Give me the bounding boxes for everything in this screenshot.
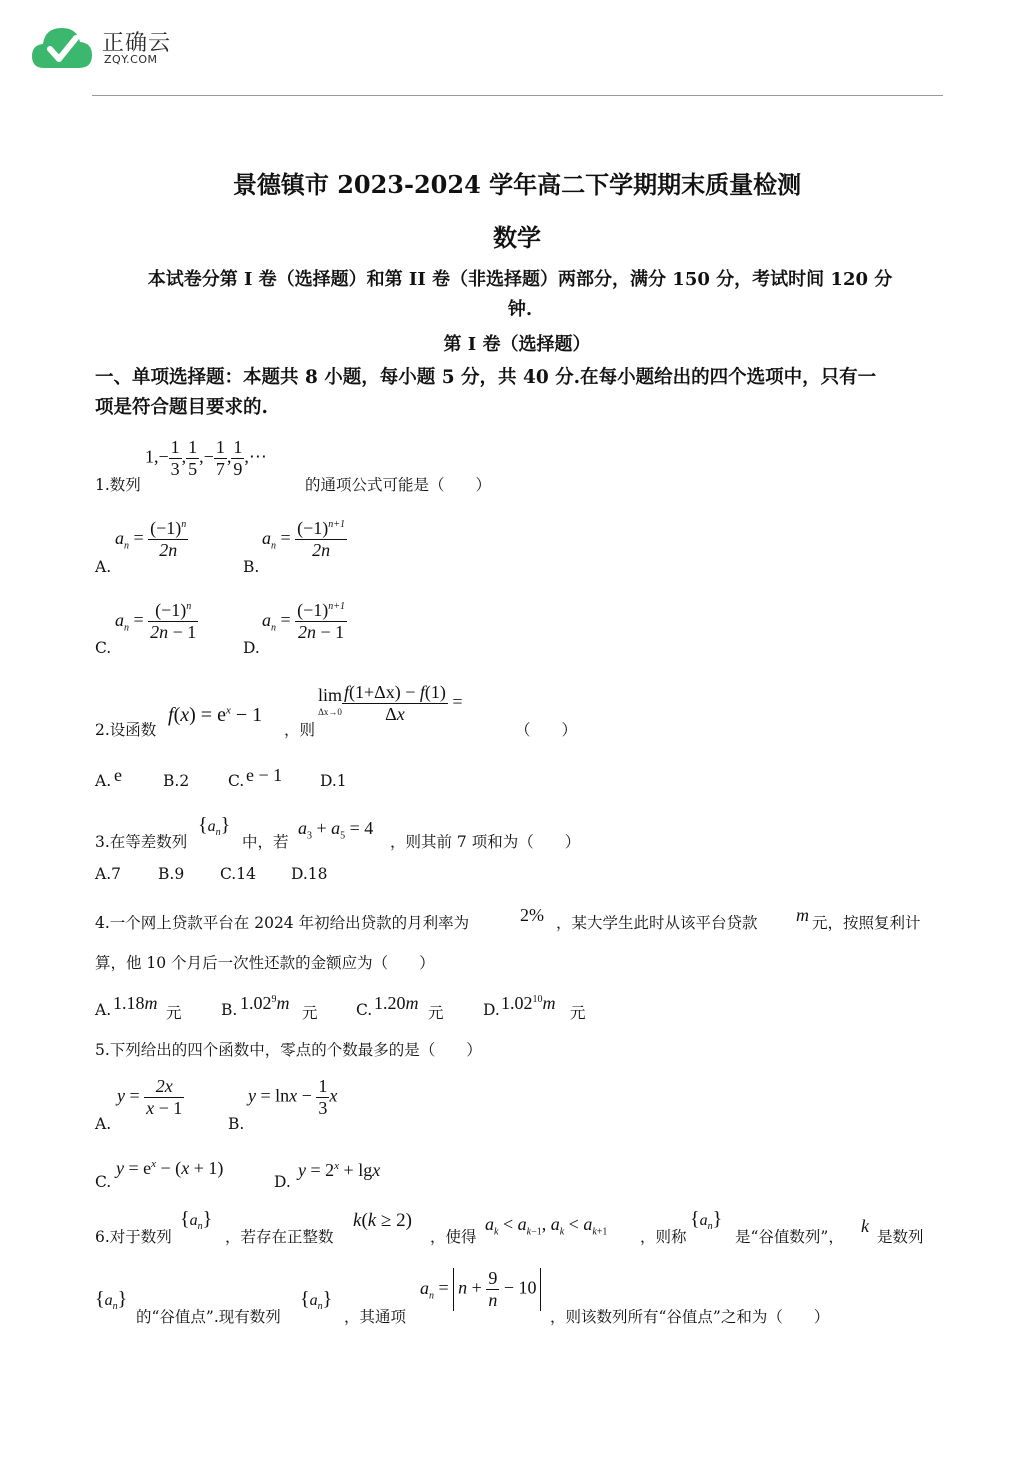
q2-option-c-label: C. — [228, 772, 245, 790]
section-heading — [95, 363, 945, 423]
q4-variable-m: m — [796, 905, 809, 925]
cloud-check-logo-icon — [30, 22, 94, 72]
q6-t8: ，则该数列所有“谷值点”之和为（ ） — [550, 1308, 830, 1326]
q1-option-b-label: B. — [243, 558, 260, 576]
q4-line2: 算，他 10 个月后一次性还款的金额应为（ ） — [95, 954, 435, 972]
q6-seq-3: $\{a_n\}$ — [95, 1288, 128, 1313]
brand-name: 正确云 — [102, 31, 172, 56]
q6-k-condition: k(k ≥ 2) — [353, 1210, 412, 1231]
volume-heading: 第 I 卷（选择题） — [443, 334, 591, 355]
q4-line1-a: 4.一个网上贷款平台在 2024 年初给出贷款的月利率为 — [95, 914, 470, 932]
header-divider — [92, 95, 943, 96]
q2-option-a: e — [114, 765, 122, 785]
q5-option-b: y = lnx − $\frac{1}{3}$ x — [248, 1076, 338, 1118]
q5-option-c-label: C. — [95, 1173, 112, 1191]
exam-intro — [100, 265, 940, 325]
section-line-2: 项是符合题目要求的. — [95, 397, 268, 418]
intro-line-2: 钟. — [507, 299, 533, 320]
q4-option-c-label: C. — [356, 1001, 373, 1019]
q3-prefix: 3.在等差数列 — [95, 833, 188, 851]
brand-logo — [30, 22, 190, 74]
q6-seq-1: $\{a_n\}$ — [180, 1208, 213, 1233]
q4-option-c-unit: 元 — [428, 1004, 444, 1022]
q6-seq-2: $\{a_n\}$ — [690, 1208, 723, 1233]
q5-option-a: y = $\frac{2x}{x - 1}$ — [117, 1076, 183, 1118]
section-line-1: 一、单项选择题：本题共 8 小题，每小题 5 分，共 40 分.在每小题给出的四个选项中，只有一 — [95, 367, 877, 388]
q1-prefix: 1.数列 — [95, 476, 141, 494]
brand-domain: ZQY.COM — [104, 53, 158, 66]
q5-option-d: $y = 2^x + \lg x$ — [298, 1160, 381, 1180]
q2-paren: （ ） — [515, 721, 578, 739]
q6-t7: ，其通项 — [344, 1308, 407, 1326]
q1-option-b: $a_n$ = $\frac{(-1)^{n+1}}{2n}$ — [262, 518, 346, 560]
q1-option-a-label: A. — [95, 558, 112, 576]
q6-seq-4: $\{a_n\}$ — [300, 1288, 333, 1313]
q5-option-c: $y = e^x - (x + 1)$ — [116, 1158, 224, 1178]
q2-mid: ，则 — [284, 721, 316, 739]
q6-t2: ，使得 — [430, 1228, 477, 1246]
q4-option-b-unit: 元 — [302, 1004, 318, 1022]
q4-rate: 2% — [520, 905, 544, 925]
q6-inequality: $a_k < a_{k-1}$, $a_k < a_{k+1}$ — [485, 1214, 608, 1238]
q4-option-b: 1.02$^9$m — [240, 993, 290, 1013]
q3-option-c: C.14 — [220, 865, 256, 883]
q6-t3: ，则称 — [640, 1228, 687, 1246]
page-title: 景德镇市 2023-2024 学年高二下学期期末质量检测 — [232, 170, 802, 199]
q1-option-a: $a_n$ = $\frac{(-1)^n}{2n}$ — [115, 518, 187, 560]
q2-option-a-label: A. — [95, 772, 112, 790]
q4-line1-b: ，某大学生此时从该平台贷款 — [556, 914, 758, 932]
q2-prefix: 2.设函数 — [95, 721, 157, 739]
q1-suffix: 的通项公式可能是（ ） — [305, 476, 492, 494]
q3-option-a: A.7 — [95, 865, 121, 883]
q3-condition: $a_3 + a_5 = 4$ — [298, 818, 374, 842]
q4-option-a-unit: 元 — [166, 1004, 182, 1022]
q3-option-b: B.9 — [158, 865, 185, 883]
q2-option-c: e − 1 — [246, 765, 283, 785]
q1-option-c: $a_n$ = $\frac{(-1)^n}{2n - 1}$ — [115, 600, 197, 642]
q4-option-d: 1.02$^{10}$m — [501, 993, 556, 1013]
q4-option-b-label: B. — [221, 1001, 238, 1019]
q6-general-term: $a_n = n$ + $\frac{9}{n}$ − 10 — [420, 1268, 541, 1311]
q3-mid1: 中，若 — [242, 833, 289, 851]
q4-option-a-label: A. — [95, 1001, 112, 1019]
q6-t1: ，若存在正整数 — [225, 1228, 334, 1246]
q4-option-a: 1.18m — [113, 993, 158, 1013]
q1-option-d: $a_n$ = $\frac{(-1)^{n+1}}{2n - 1}$ — [262, 600, 346, 642]
q4-option-d-unit: 元 — [570, 1004, 586, 1022]
intro-line-1: 本试卷分第 I 卷（选择题）和第 II 卷（非选择题）两部分，满分 150 分，考试时间 120 分 — [147, 269, 893, 290]
q6-k: k — [861, 1216, 869, 1236]
q6-prefix: 6.对于数列 — [95, 1228, 172, 1246]
q6-t6: 的“谷值点”.现有数列 — [136, 1308, 281, 1326]
q2-option-b: B.2 — [163, 772, 190, 790]
q5-text: 5.下列给出的四个函数中，零点的个数最多的是（ ） — [95, 1041, 482, 1059]
q2-function: $f(x) = e^x - 1$ — [168, 704, 263, 726]
q5-option-b-label: B. — [228, 1115, 245, 1133]
q4-option-c: 1.20m — [374, 993, 419, 1013]
q3-sequence: $\{a_n\}$ — [198, 814, 231, 839]
q5-option-d-label: D. — [274, 1173, 291, 1191]
subject-title: 数学 — [493, 223, 541, 252]
q1-option-d-label: D. — [243, 639, 260, 657]
q1-option-c-label: C. — [95, 639, 112, 657]
q2-limit: lim Δx→0 $\frac{f(1+\Delta x) - f(1)}{\Delta x}$ = — [318, 682, 463, 724]
q5-option-a-label: A. — [95, 1115, 112, 1133]
q1-sequence: 1,− $\frac{1}{3}$ , $\frac{1}{5}$ ,− $\frac{1}{7}$ , $\frac{1}{9}$ ,⋯ — [145, 437, 267, 479]
q2-option-d: D.1 — [320, 772, 347, 790]
q4-option-d-label: D. — [483, 1001, 500, 1019]
q3-mid2: ，则其前 7 项和为（ ） — [390, 833, 581, 851]
q3-option-d: D.18 — [291, 865, 328, 883]
q6-t5: 是数列 — [877, 1228, 924, 1246]
q6-t4: 是“谷值数列”， — [735, 1228, 844, 1246]
q4-line1-c: 元，按照复利计 — [812, 914, 921, 932]
